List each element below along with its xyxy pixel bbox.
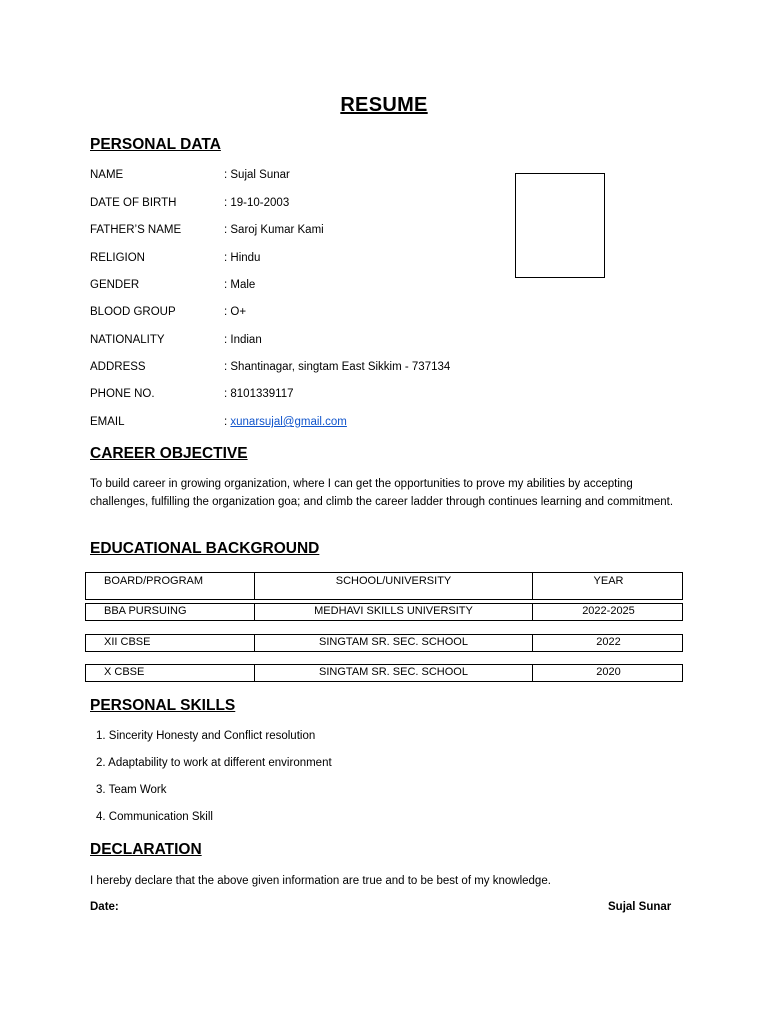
field-value-address: : Shantinagar, singtam East Sikkim - 737134 [224,361,451,373]
career-objective-heading: CAREER OBJECTIVE [90,445,248,462]
field-label-phone: PHONE NO. [90,388,155,400]
field-label-address: ADDRESS [90,361,146,373]
career-objective-text: To build career in growing organization, where I can get the opportunities to prove my abilities by accepting challenges, fulfilling the organization goa; and climb the career ladder through continues learning and commitment. [90,478,674,508]
cell-year: 2022-2025 [532,604,684,620]
field-label-name: NAME [90,169,124,181]
field-value-blood-group: : O+ [224,306,247,318]
email-prefix: : [224,416,231,428]
list-item: 1. Sincerity Honesty and Conflict resolution [96,730,316,742]
photo-placeholder [515,173,605,278]
list-item: 4. Communication Skill [96,811,213,823]
table-row [85,603,683,621]
cell-school: SINGTAM SR. SEC. SCHOOL [254,665,532,681]
field-value-dob: : 19-10-2003 [224,197,290,209]
column-header-year: YEAR [532,573,684,599]
education-heading: EDUCATIONAL BACKGROUND [90,540,320,557]
field-value-nationality: : Indian [224,334,262,346]
field-label-blood-group: BLOOD GROUP [90,306,176,318]
cell-board: XII CBSE [104,636,151,648]
list-item: 2. Adaptability to work at different environment [96,757,332,769]
cell-board: X CBSE [104,666,145,678]
field-label-nationality: NATIONALITY [90,334,165,346]
column-header-board: BOARD/PROGRAM [104,575,204,587]
resume-title: RESUME [340,94,428,116]
declaration-heading: DECLARATION [90,841,202,858]
list-item: 3. Team Work [96,784,167,796]
signature-name: Sujal Sunar [608,901,672,913]
field-label-religion: RELIGION [90,252,145,264]
cell-school: SINGTAM SR. SEC. SCHOOL [254,635,532,651]
field-value-name: : Sujal Sunar [224,169,290,181]
cell-school: MEDHAVI SKILLS UNIVERSITY [254,604,532,620]
table-row [85,634,683,652]
personal-data-heading: PERSONAL DATA [90,136,221,153]
field-label-gender: GENDER [90,279,140,291]
date-label: Date: [90,901,119,913]
field-label-dob: DATE OF BIRTH [90,197,177,209]
field-value-email [224,416,347,428]
education-table-header [85,572,683,600]
field-value-fathers-name: : Saroj Kumar Kami [224,224,324,236]
email-link[interactable]: xunarsujal@gmail.com [230,416,347,428]
field-value-gender: : Male [224,279,256,291]
column-header-school: SCHOOL/UNIVERSITY [254,573,532,599]
cell-board: BBA PURSUING [104,605,187,617]
field-label-email: EMAIL [90,416,125,428]
declaration-text: I hereby declare that the above given information are true and to be best of my knowledge. [90,875,551,887]
field-label-fathers-name: FATHER’S NAME [90,224,182,236]
field-value-religion: : Hindu [224,252,261,264]
cell-year: 2022 [532,635,684,651]
cell-year: 2020 [532,665,684,681]
field-value-phone: : 8101339117 [224,388,294,400]
personal-skills-heading: PERSONAL SKILLS [90,697,236,714]
table-row [85,664,683,682]
